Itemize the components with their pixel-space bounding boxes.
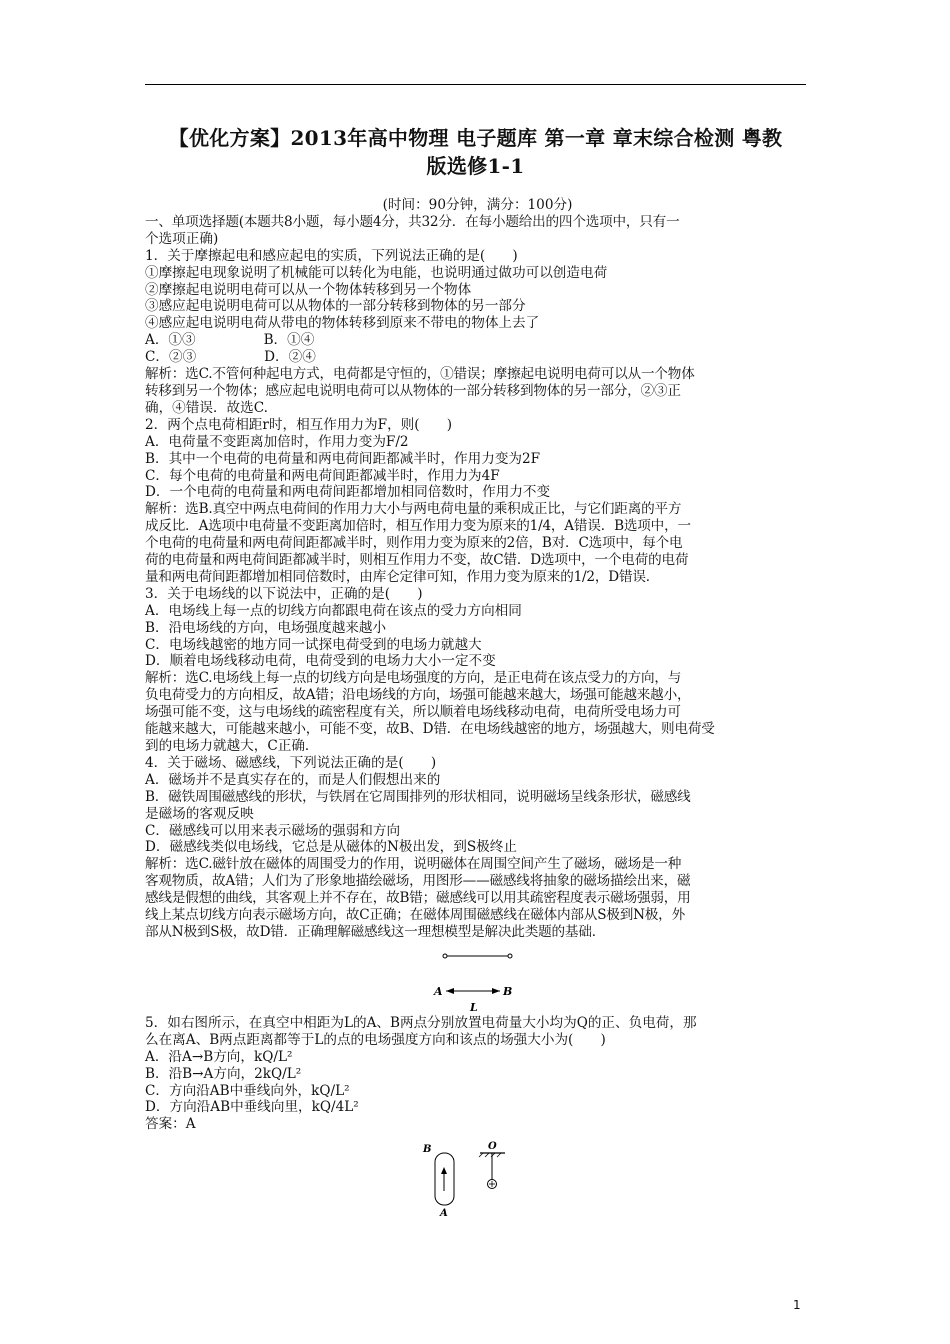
label-b: B [423,1144,432,1156]
text-line: C．每个电荷的电荷量和两电荷间距都减半时，作用力为4F [145,467,500,484]
analysis-line: 能越来越大，可能越来越小，可能不变，故B、D错．在电场线越密的地方，场强越大，则电荷受 [145,721,715,738]
text-line: B．其中一个电荷的电荷量和两电荷间距都减半时，作用力变为2F [145,450,541,467]
label-a: A [434,984,443,998]
magnet-figure [145,1139,810,1217]
exam-meta: (时间：90分钟，满分：100分) [382,197,573,213]
point-b-icon [508,954,512,958]
analysis-line: 成反比．A选项中电荷量不变距离加倍时，相互作用力变为原来的1/4，A错误．B选项中，一 [145,518,691,535]
options-line: C．②③ D．②④ [145,349,316,366]
analysis-line: 解析：选C.不管何种起电方式，电荷都是守恒的，①错误；摩擦起电说明电荷可以从一个物体 [145,366,695,383]
text-line: B．磁铁周围磁感线的形状，与铁屑在它周围排列的形状相同，说明磁场呈线条形状，磁感线 [145,788,691,805]
text-line: 一、单项选择题(本题共8小题，每小题4分，共32分．在每小题给出的四个选项中，只有一 [145,213,680,230]
text-line: 么在离A、B两点距离都等于L的点的电场强度方向和该点的场强大小为( ) [145,1031,606,1048]
question-5: 5．如右图所示，在真空中相距为L的A、B两点分别放置电荷量大小均为Q的正、负电荷，那 [145,1014,697,1031]
analysis-line: 转移到另一个物体；感应起电说明电荷可以从物体的一部分转移到物体的另一部分，②③正 [145,382,681,399]
text-line: A．电荷量不变距离加倍时，作用力变为F/2 [145,433,409,450]
title-line-2: 版选修1-1 [426,154,525,178]
text-line: ②摩擦起电说明电荷可以从一个物体转移到另一个物体 [145,281,472,298]
text-line: ③感应起电说明电荷可以从物体的一部分转移到物体的另一部分 [145,298,526,315]
arrow-left-icon [446,988,454,994]
question-4: 4．关于磁场、磁感线，下列说法正确的是( ) [145,754,437,771]
page-number: 1 [793,1298,801,1312]
point-a-icon [443,954,447,958]
analysis-line: 到的电场力就越大，C正确． [145,738,319,754]
header-rule [145,84,806,85]
analysis-line: 个电荷的电荷量和两电荷间距都减半时，则作用力变为原来的2倍，B对．C选项中，每个电 [145,535,683,552]
document-body [145,197,810,1217]
option-a: A．沿A→B方向，kQ/L² [145,1048,293,1065]
option-d: D．方向沿AB中垂线向里，kQ/4L² [145,1099,359,1116]
text-line: C．电场线越密的地方同一试探电荷受到的电场力就越大 [145,636,482,653]
analysis-line: 场强可能不变，这与电场线的疏密程度有关，所以顺着电场线移动电荷，电荷所受电场力可 [145,704,681,721]
analysis-line: 确，④错误．故选C. [145,399,268,416]
analysis-line: 量和两电荷间距都增加相同倍数时，由库仑定律可知，作用力变为原来的1/2，D错误． [145,568,660,585]
charges-figure [145,953,810,1015]
option-c: C．方向沿AB中垂线向外，kQ/L² [145,1082,350,1099]
text-line: 个选项正确) [145,230,219,247]
text-line: A．电场线上每一点的切线方向都跟电荷在该点的受力方向相同 [145,602,522,619]
question-3: 3．关于电场线的以下说法中，正确的是( ) [145,585,423,602]
label-a: A [440,1208,448,1218]
arrow-right-icon [492,988,500,994]
analysis-line: 解析：选C.电场线上每一点的切线方向是电场强度的方向，是正电荷在该点受力的方向，与 [145,670,682,687]
analysis-line: 感线是假想的曲线，其客观上并不存在，故B错；磁感线可以用其疏密程度表示磁场强弱，用 [145,890,691,907]
analysis-line: 部从N极到S极，故D错．正确理解磁感线这一理想模型是解决此类题的基础． [145,923,606,940]
analysis-line: 荷的电荷量和两电荷间距都减半时，则相互作用力不变，故C错．D选项中，一个电荷的电荷 [145,552,689,569]
text-line: ①摩擦起电现象说明了机械能可以转化为电能，也说明通过做功可以创造电荷 [145,264,608,281]
option-b: B．沿B→A方向，2kQ/L² [145,1065,302,1082]
label-o: O [488,1141,497,1153]
analysis-line: 客观物质，故A错；人们为了形象地描绘磁场，用图形——磁感线将抽象的磁场描绘出来，磁 [145,873,691,890]
answer-line: 答案：A [145,1116,196,1133]
text-line: D．一个电荷的电荷量和两电荷间距都增加相同倍数时，作用力不变 [145,484,551,501]
text-line: 是磁场的客观反映 [145,805,254,822]
text-line: C．磁感线可以用来表示磁场的强弱和方向 [145,822,401,839]
analysis-line: 线上某点切线方向表示磁场方向，故C正确；在磁体周围磁感线在磁体内部从S极到N极，外 [145,907,685,924]
text-line: D．磁感线类似电场线，它总是从磁体的N极出发，到S极终止 [145,839,517,856]
analysis-line: 解析：选C.磁针放在磁体的周围受力的作用，说明磁体在周围空间产生了磁场，磁场是一种 [145,856,682,873]
text-line: ④感应起电说明电荷从带电的物体转移到原来不带电的物体上去了 [145,315,540,332]
text-line: A．磁场并不是真实存在的，而是人们假想出来的 [145,771,441,788]
question-2: 2．两个点电荷相距r时，相互作用力为F，则( ) [145,416,453,433]
label-b: B [503,984,513,998]
text-line: B．沿电场线的方向，电场强度越来越小 [145,619,387,636]
question-1: 1．关于摩擦起电和感应起电的实质，下列说法正确的是( ) [145,247,518,264]
options-line: A．①③ B．①④ [145,332,315,349]
analysis-line: 负电荷受力的方向相反，故A错；沿电场线的方向，场强可能越来越大，场强可能越来越小， [145,687,691,704]
title-line-1: 【优化方案】2013年高中物理 电子题库 第一章 章末综合检测 粤教 [168,126,783,150]
label-l: L [470,1000,478,1014]
text-line: D．顺着电场线移动电荷，电荷受到的电场力大小一定不变 [145,653,496,670]
document-title [145,124,806,180]
analysis-line: 解析：选B.真空中两点电荷间的作用力大小与两电荷电量的乘积成正比，与它们距离的平方 [145,501,682,518]
